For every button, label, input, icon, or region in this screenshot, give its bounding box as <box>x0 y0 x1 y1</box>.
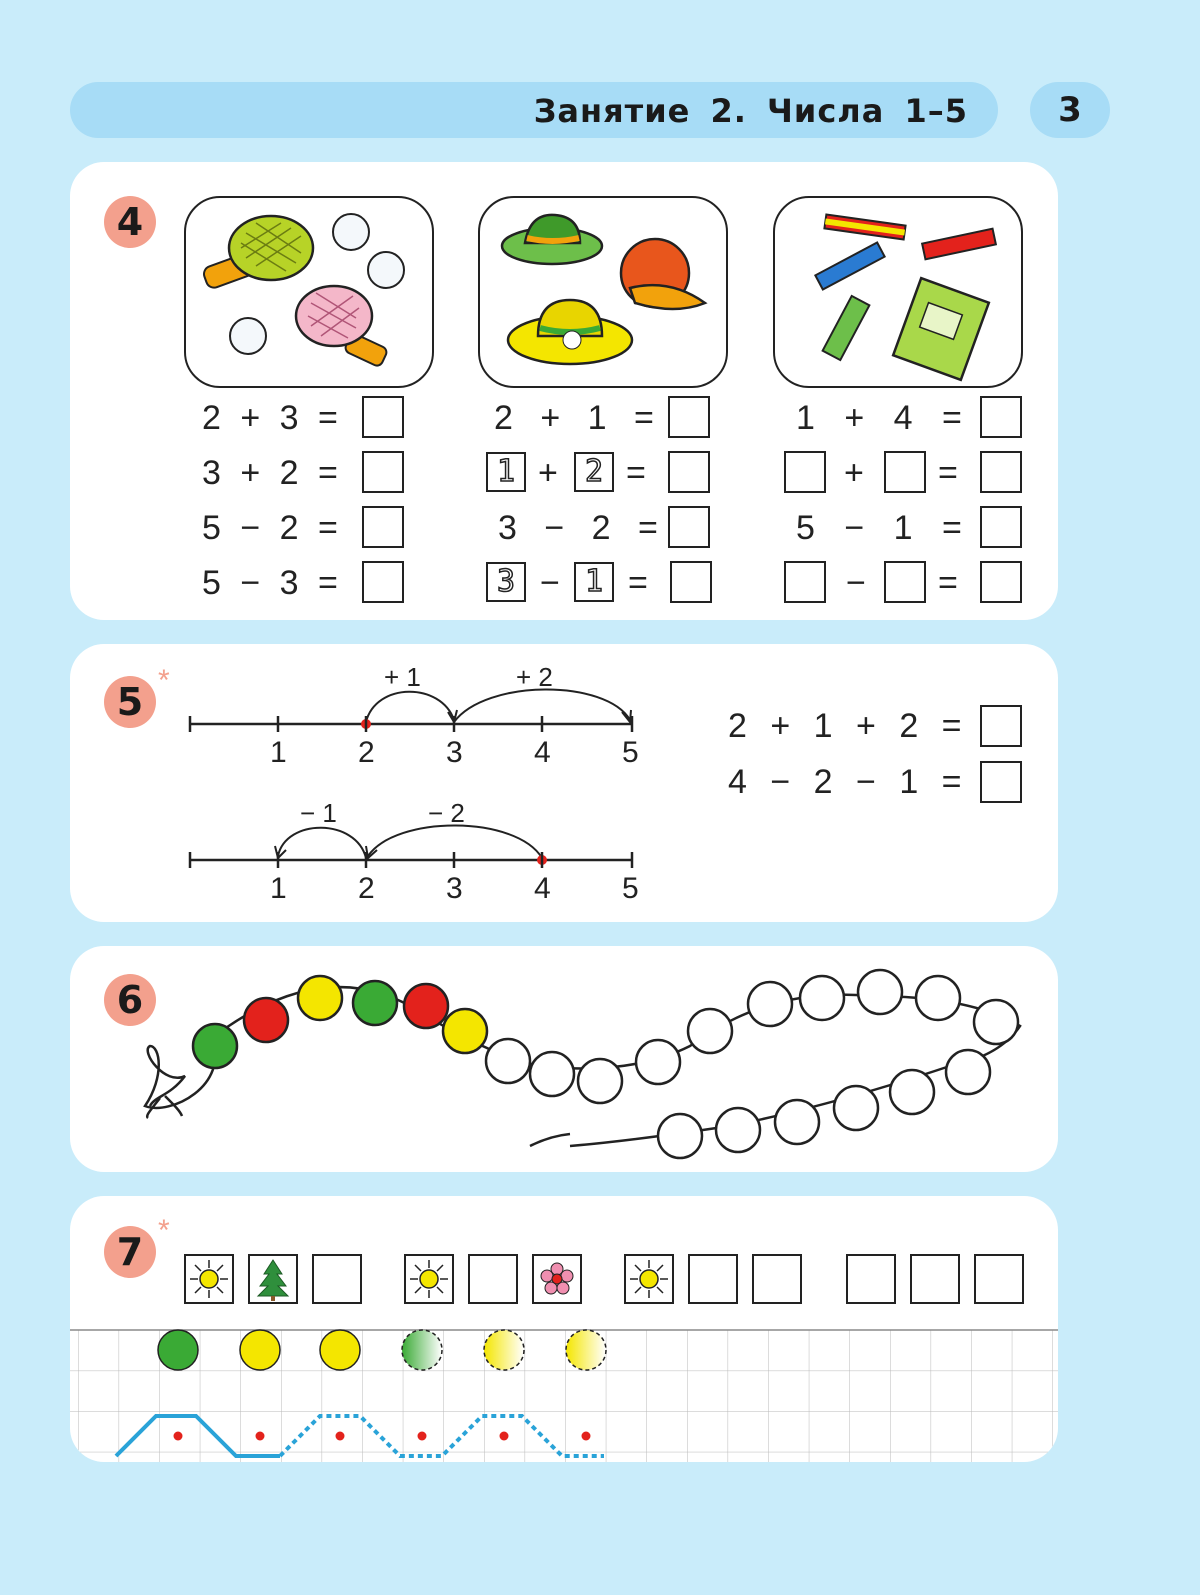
task-6-panel <box>70 946 1058 1172</box>
pattern-box-tree-icon <box>248 1254 298 1304</box>
pattern-circle-green <box>158 1330 198 1370</box>
bead-white[interactable] <box>716 1108 760 1152</box>
tick-label: 5 <box>622 736 639 769</box>
task-7-panel <box>70 1196 1058 1462</box>
bead-white[interactable] <box>530 1052 574 1096</box>
answer-box[interactable] <box>784 561 826 603</box>
answer-box[interactable] <box>980 561 1022 603</box>
tick-label: 1 <box>270 736 287 769</box>
lesson-header <box>70 82 998 138</box>
bead-red <box>244 998 288 1042</box>
hats-icon <box>480 198 726 386</box>
pattern-empty-box[interactable] <box>974 1254 1024 1304</box>
bead-white[interactable] <box>486 1039 530 1083</box>
pattern-box-sun-icon <box>404 1254 454 1304</box>
bead-white[interactable] <box>578 1059 622 1103</box>
answer-box[interactable] <box>884 561 926 603</box>
bead-red <box>404 984 448 1028</box>
tick-label: 3 <box>446 736 463 769</box>
dotted-digit-box[interactable]: 1 <box>486 452 526 492</box>
pattern-circle-yellow <box>240 1330 280 1370</box>
answer-box[interactable] <box>980 506 1022 548</box>
answer-box[interactable] <box>884 451 926 493</box>
sun-icon <box>186 1256 232 1302</box>
pattern-circle-yellow-faded <box>484 1330 524 1370</box>
flower-icon <box>534 1256 580 1302</box>
eq-4-1-2: 3 + 2 = <box>202 454 338 492</box>
answer-box[interactable] <box>670 561 712 603</box>
minus-sign: − <box>540 564 560 602</box>
bead-white[interactable] <box>688 1009 732 1053</box>
pattern-empty-box[interactable] <box>910 1254 960 1304</box>
bead-white[interactable] <box>636 1040 680 1084</box>
answer-box[interactable] <box>668 506 710 548</box>
answer-box[interactable] <box>980 761 1022 803</box>
eq-4-1-1: 2 + 3 = <box>202 399 338 437</box>
eq-5-2: 4 − 2 − 1 = <box>728 763 962 801</box>
pattern-empty-box[interactable] <box>312 1254 362 1304</box>
bead-yellow <box>298 976 342 1020</box>
bead-white[interactable] <box>946 1050 990 1094</box>
pattern-box-flower-icon <box>532 1254 582 1304</box>
answer-box[interactable] <box>668 396 710 438</box>
star-mark: * <box>158 1214 170 1247</box>
task-6-badge: 6 <box>104 974 156 1026</box>
bead-white[interactable] <box>775 1100 819 1144</box>
pattern-empty-box[interactable] <box>846 1254 896 1304</box>
dotted-digit-box[interactable]: 1 <box>574 562 614 602</box>
grid-area <box>70 1330 1058 1462</box>
pattern-circle-green-faded <box>402 1330 442 1370</box>
answer-box[interactable] <box>784 451 826 493</box>
tick-label: 3 <box>446 872 463 905</box>
bead-green <box>353 981 397 1025</box>
pencils-icon <box>775 198 1021 386</box>
tree-icon <box>250 1256 296 1302</box>
equals-sign: = <box>626 454 646 492</box>
jump-label-minus-1: − 1 <box>300 798 337 828</box>
task-5-panel <box>70 644 1058 922</box>
jump-label-plus-2: + 2 <box>516 662 553 692</box>
bead-white[interactable] <box>974 1000 1018 1044</box>
eq-4-2-1: 2 + 1 = <box>494 399 654 437</box>
bead-white[interactable] <box>916 976 960 1020</box>
pattern-box-sun-icon <box>624 1254 674 1304</box>
hats-picture <box>478 196 728 388</box>
pencils-picture <box>773 196 1023 388</box>
tick-label: 4 <box>534 872 551 905</box>
dotted-digit-box[interactable]: 2 <box>574 452 614 492</box>
equals-sign: = <box>628 564 648 602</box>
pattern-circle-yellow <box>320 1330 360 1370</box>
bead-green <box>193 1024 237 1068</box>
minus-sign: − <box>846 564 866 602</box>
answer-box[interactable] <box>362 561 404 603</box>
bead-white[interactable] <box>658 1114 702 1158</box>
ping-pong-icon <box>186 198 432 386</box>
bead-yellow <box>443 1009 487 1053</box>
equals-sign: = <box>938 564 958 602</box>
answer-box[interactable] <box>980 451 1022 493</box>
star-mark: * <box>158 664 170 697</box>
answer-box[interactable] <box>362 396 404 438</box>
bead-white[interactable] <box>800 976 844 1020</box>
answer-box[interactable] <box>980 396 1022 438</box>
bead-white[interactable] <box>834 1086 878 1130</box>
answer-box[interactable] <box>362 451 404 493</box>
page-number: 3 <box>1030 82 1110 138</box>
bead-white[interactable] <box>748 982 792 1026</box>
bead-string <box>70 946 1058 1172</box>
dotted-digit-box[interactable]: 3 <box>486 562 526 602</box>
plus-sign: + <box>844 454 864 492</box>
tick-label: 2 <box>358 872 375 905</box>
jump-label-minus-2: − 2 <box>428 798 465 828</box>
number-line-2 <box>186 800 656 900</box>
tick-label: 2 <box>358 736 375 769</box>
tick-label: 1 <box>270 872 287 905</box>
answer-box[interactable] <box>362 506 404 548</box>
task-4-badge: 4 <box>104 196 156 248</box>
jump-label-plus-1: + 1 <box>384 662 421 692</box>
pattern-empty-box[interactable] <box>752 1254 802 1304</box>
eq-4-1-4: 5 − 3 = <box>202 564 338 602</box>
answer-box[interactable] <box>668 451 710 493</box>
number-line-1 <box>186 664 656 764</box>
task-7-badge: 7 <box>104 1226 156 1278</box>
pattern-empty-box[interactable] <box>468 1254 518 1304</box>
eq-4-3-3: 5 − 1 = <box>796 509 962 547</box>
eq-4-2-3: 3 − 2 = <box>498 509 658 547</box>
bead-white[interactable] <box>858 970 902 1014</box>
tick-label: 4 <box>534 736 551 769</box>
eq-4-3-1: 1 + 4 = <box>796 399 962 437</box>
tick-label: 5 <box>622 872 639 905</box>
sun-icon <box>406 1256 452 1302</box>
equals-sign: = <box>938 454 958 492</box>
task-4-panel <box>70 162 1058 620</box>
plus-sign: + <box>538 454 558 492</box>
answer-box[interactable] <box>980 705 1022 747</box>
sun-icon <box>626 1256 672 1302</box>
task-5-badge: 5 <box>104 676 156 728</box>
bead-white[interactable] <box>890 1070 934 1114</box>
pattern-circle-yellow-faded <box>566 1330 606 1370</box>
ping-pong-picture <box>184 196 434 388</box>
pattern-empty-box[interactable] <box>688 1254 738 1304</box>
eq-5-1: 2 + 1 + 2 = <box>728 707 962 745</box>
eq-4-1-3: 5 − 2 = <box>202 509 338 547</box>
lesson-title: Занятие 2. Числа 1–5 <box>533 92 968 130</box>
pattern-box-sun-icon <box>184 1254 234 1304</box>
